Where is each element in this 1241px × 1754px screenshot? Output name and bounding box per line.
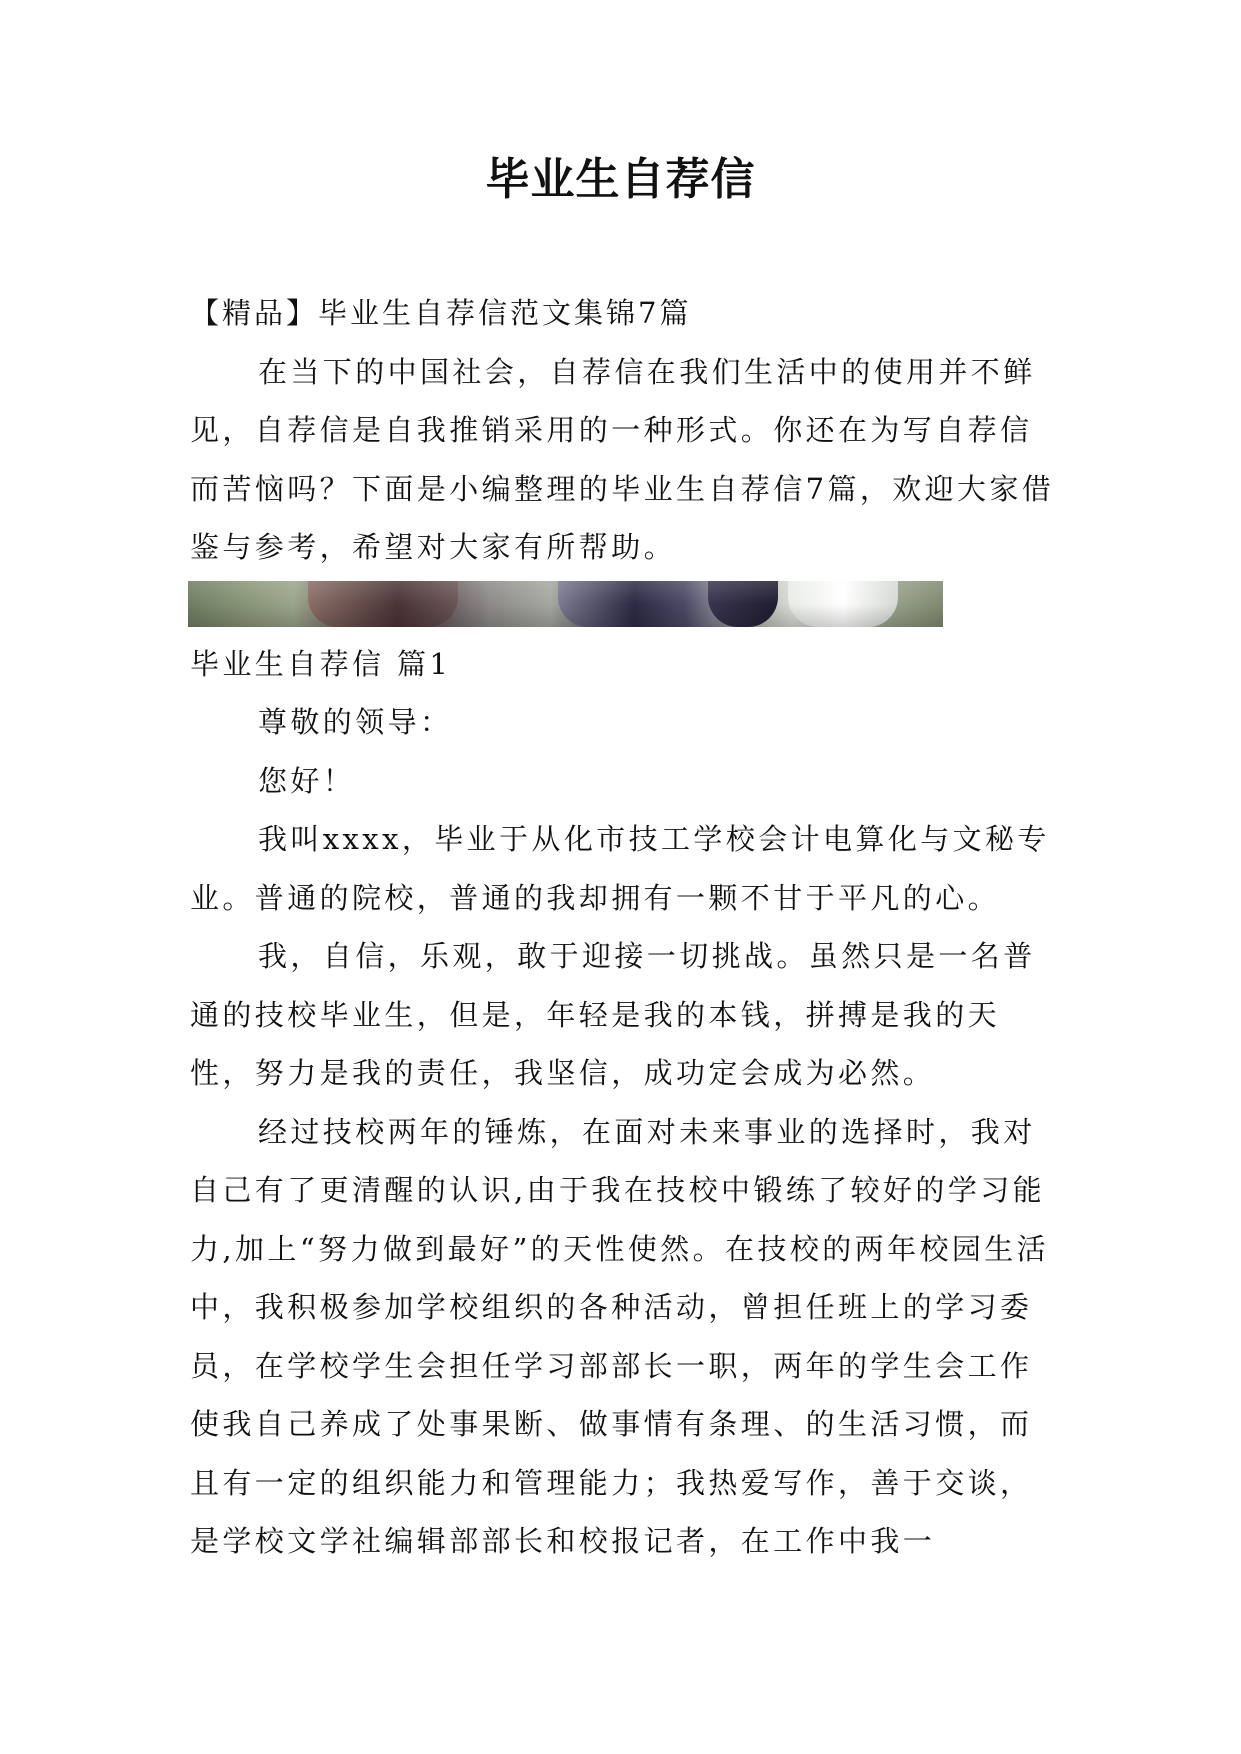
body-paragraph: 我，自信，乐观，敢于迎接一切挑战。虽然只是一名普通的技校毕业生，但是，年轻是我的本钱，拼搏是我的天性，努力是我的责任，我坚信，成功定会成为必然。: [190, 939, 1036, 1090]
intro-paragraph: 在当下的中国社会，自荐信在我们生活中的使用并不鲜见，自荐信是自我推销采用的一种形式。你还在为写自荐信而苦恼吗？下面是小编整理的毕业生自荐信7篇，欢迎大家借鉴与参考，希望对大家有所帮助。: [190, 354, 1055, 564]
salutation: 尊敬的领导：: [258, 705, 453, 739]
body-paragraph: 经过技校两年的锤炼，在面对未来事业的选择时，我对自己有了更清醒的认识,由于我在技校中锻练了较好的学习能力,加上“努力做到最好”的天性使然。在技校的两年校园生活中，我积极参加学校组织的各种活动，曾担任班上的学习委员，在学校学生会担任学习部部长一职，两年的学生会工作使我自己养成了处事果断、做事情有条理、的生活习惯，而且有一定的组织能力和管理能力；我热爱写作，善于交谈，是学校文学社编辑部部长和校报记者，在工作中我一: [190, 1114, 1050, 1558]
decorative-photo-strip: [188, 581, 943, 627]
body-paragraph: 我叫xxxx，毕业于从化市技工学校会计电算化与文秘专业。普通的院校，普通的我却拥有一颗不甘于平凡的心。: [190, 822, 1050, 915]
document-title: 毕业生自荐信: [485, 154, 756, 205]
document-body: [190, 284, 1055, 1571]
document-subtitle: 【精品】毕业生自荐信范文集锦7篇: [190, 296, 692, 330]
section-heading: 毕业生自荐信 篇1: [190, 646, 452, 681]
greeting: 您好！: [258, 763, 356, 798]
